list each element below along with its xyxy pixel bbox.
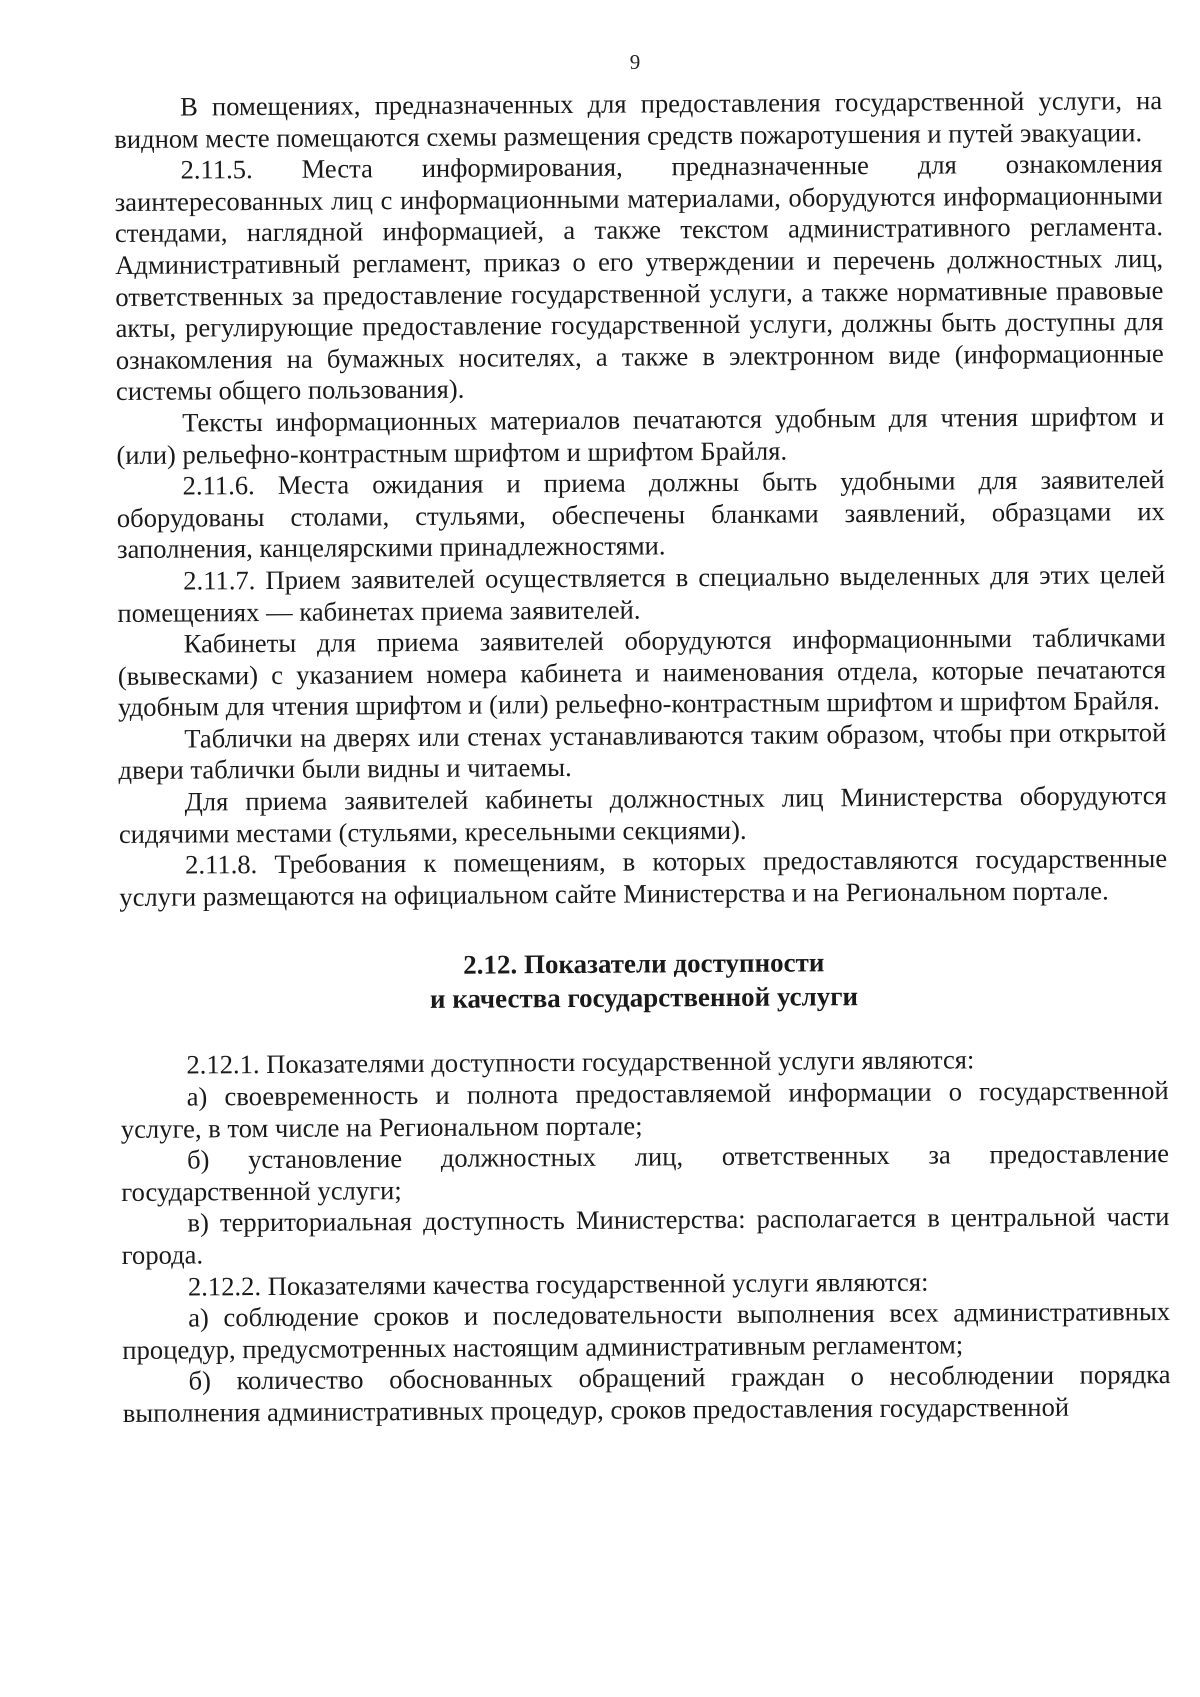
paragraph: Таблички на дверях или стенах устанавливаются таким образом, чтобы при открытой двери таблички были видны и читаемы. — [118, 716, 1167, 786]
section-heading-line: 2.12. Показатели доступности — [463, 947, 825, 981]
paragraph: 2.11.6. Места ожидания и приема должны быть удобными для заявителей оборудованы столами, стульями, обеспечены бланками заявлений, образцами их заполнения, канцелярскими принадлежностями. — [116, 464, 1165, 565]
list-item: а) соблюдение сроков и последовательности выполнения всех административных процедур, предусмотренных настоящим административным регламентом; — [122, 1296, 1171, 1365]
paragraph: В помещениях, предназначенных для предоставления государственной услуги, на видном месте помещаются схемы размещения средств пожаротушения и путей эвакуации. — [114, 85, 1163, 154]
paragraph: Для приема заявителей кабинеты должностных лиц Министерства оборудуются сидячими местами (стульями, кресельными секциями). — [118, 780, 1167, 849]
body-text — [114, 85, 1171, 1429]
paragraph: 2.12.2. Показателями качества государственной услуги являются: — [187, 1266, 929, 1302]
section-heading-line: и качества государственной услуги — [429, 981, 859, 1015]
paragraph: 2.12.1. Показателями доступности государственной услуги являются: — [186, 1044, 975, 1080]
list-item: в) территориальная доступность Министерства: располагается в центральной части города. — [121, 1201, 1170, 1270]
paragraph: Кабинеты для приема заявителей оборудуются информационными табличками (вывесками) с указанием номера кабинета и наименования отдела, которые печатаются удобным для чтения шрифтом и (или) рельефно-контрастным шрифтом и шрифтом Брайля. — [117, 622, 1166, 723]
paragraph: Тексты информационных материалов печатаются удобным для чтения шрифтом и (или) рельефно-контрастным шрифтом и шрифтом Брайля. — [116, 400, 1165, 470]
list-item: б) количество обоснованных обращений граждан о несоблюдении порядка выполнения административных процедур, сроков предоставления государственной — [122, 1359, 1171, 1428]
page-number: 9 — [629, 50, 641, 74]
paragraph: 2.11.7. Прием заявителей осуществляется в специально выделенных для этих целей помещениях — кабинетах приема заявителей. — [117, 558, 1166, 628]
list-item: б) установление должностных лиц, ответственных за предоставление государственной услуги; — [121, 1138, 1170, 1207]
section-heading — [120, 943, 1168, 1018]
list-item: а) своевременность и полнота предоставляемой информации о государственной услуге, в том числе на Региональном портале; — [120, 1075, 1169, 1144]
paragraph: 2.11.5. Места информирования, предназначенные для ознакомления заинтересованных лиц с информационными материалами, оборудуются информационными стендами, наглядной информацией, а также текстом административного регламента. Административный регламент, приказ о его утверждении и перечень должностных лиц, ответственных за предоставление государственной услуги, а также нормативные правовые акты, регулирующие предоставление государственной услуги, должны быть доступны для ознакомления на бумажных носителях, а также в электронном виде (информационные системы общего пользования). — [114, 148, 1164, 407]
paragraph: 2.11.8. Требования к помещениям, в которых предоставляются государственные услуги размещаются на официальном сайте Министерства и на Региональном портале. — [119, 843, 1168, 912]
